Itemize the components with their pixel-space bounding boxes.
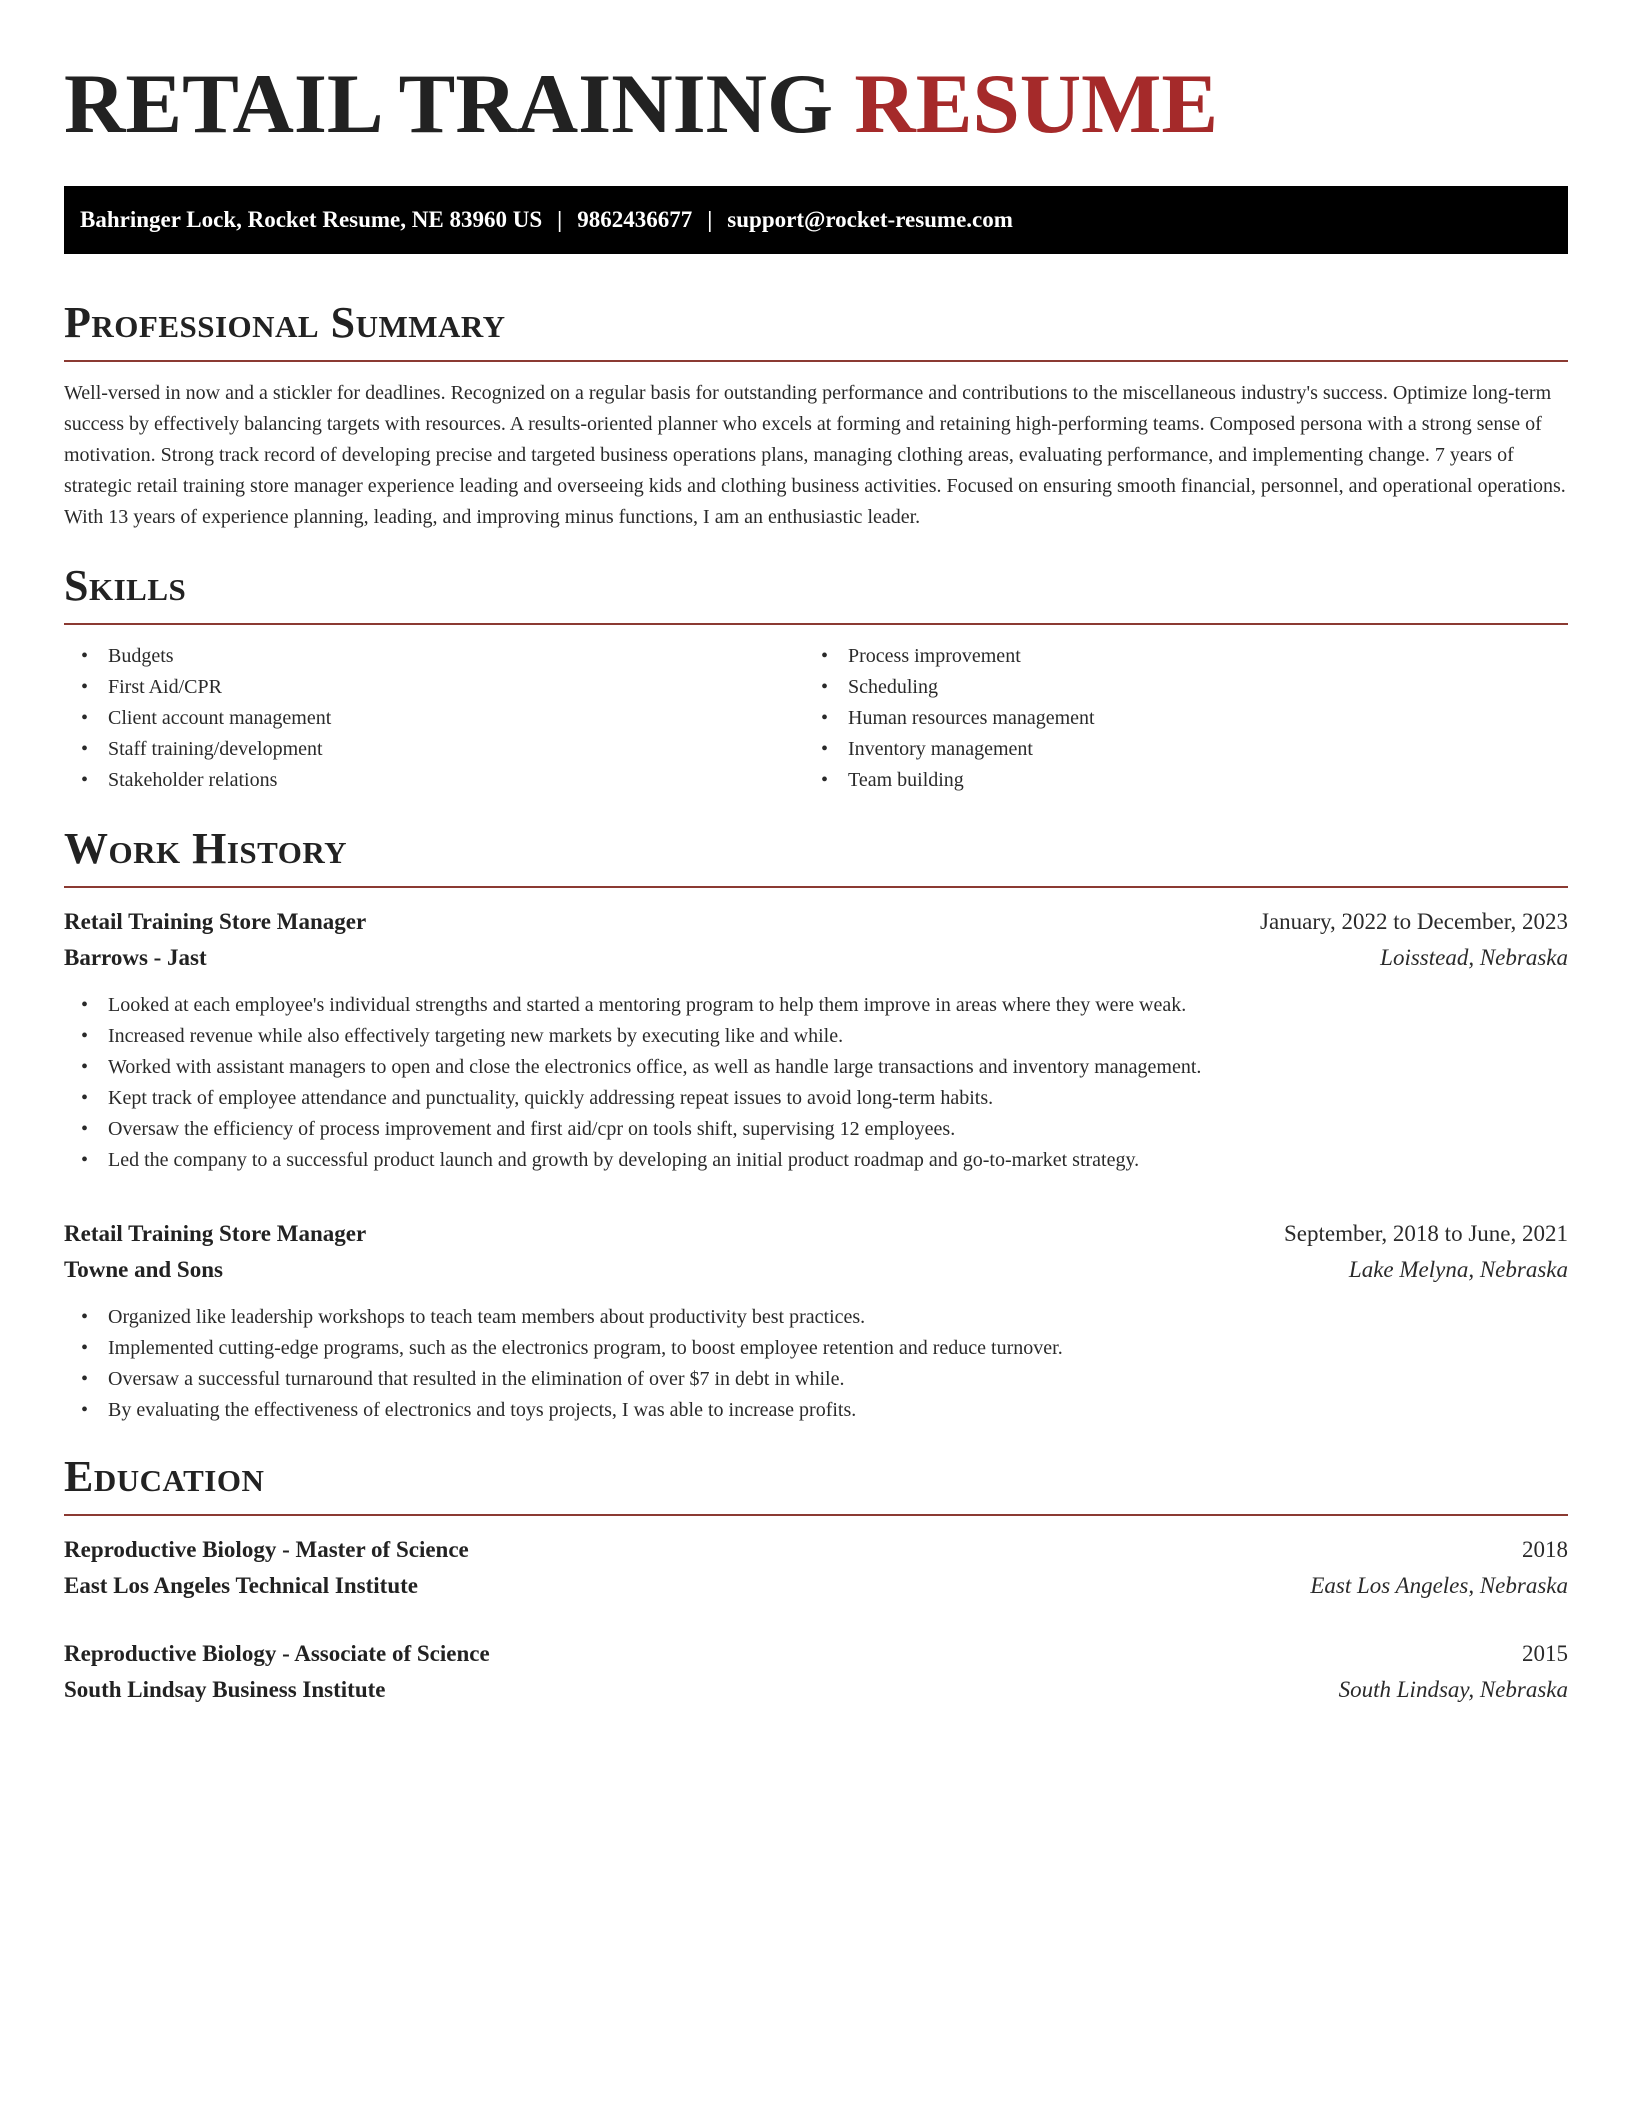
job-location: Loisstead, Nebraska: [1380, 945, 1568, 970]
job-bullet: • Looked at each employee's individual strengths and started a mentoring program to help them improve in areas where they were weak.: [64, 990, 1568, 1021]
education-entry: [64, 1636, 1568, 1708]
education-school: East Los Angeles Technical Institute: [64, 1573, 418, 1598]
work-history-section: [64, 824, 1568, 1426]
education-heading: Education: [64, 1452, 265, 1501]
contact-email: support@rocket-resume.com: [727, 207, 1013, 232]
skill-item: • Inventory management: [804, 734, 1544, 765]
contact-separator: |: [557, 207, 563, 232]
skill-item: • Client account management: [64, 703, 804, 734]
section-divider: [64, 886, 1568, 888]
job-company: Towne and Sons: [64, 1257, 223, 1282]
job-title: Retail Training Store Manager: [64, 909, 367, 934]
skill-item: • Staff training/development: [64, 734, 804, 765]
contact-phone: 9862436677: [577, 207, 693, 232]
job-location: Lake Melyna, Nebraska: [1348, 1257, 1568, 1282]
job-bullet: • Led the company to a successful product launch and growth by developing an initial product roadmap and go-to-market strategy.: [64, 1145, 1568, 1176]
job-bullet: • Oversaw the efficiency of process improvement and first aid/cpr on tools shift, supervising 12 employees.: [64, 1114, 1568, 1145]
skills-heading: Skills: [64, 561, 187, 610]
skill-item: • Human resources management: [804, 703, 1544, 734]
education-degree-row: [64, 1532, 1568, 1568]
job-title: Retail Training Store Manager: [64, 1221, 367, 1246]
education-year: 2015: [1522, 1641, 1568, 1666]
section-divider: [64, 1514, 1568, 1516]
education-section: [64, 1452, 1568, 1708]
summary-section: [64, 298, 1568, 533]
job-bullet: • Implemented cutting-edge programs, such as the electronics program, to boost employee retention and reduce turnover.: [64, 1333, 1568, 1364]
skill-item: • Stakeholder relations: [64, 765, 804, 796]
education-year: 2018: [1522, 1537, 1568, 1562]
job-dates: September, 2018 to June, 2021: [1284, 1221, 1568, 1246]
skills-grid: [64, 641, 1568, 796]
job-bullets: [64, 990, 1568, 1176]
education-degree: Reproductive Biology - Master of Science: [64, 1537, 469, 1562]
skill-item: • Team building: [804, 765, 1544, 796]
job-header-row: [64, 1216, 1568, 1252]
summary-text: Well-versed in now and a stickler for deadlines. Recognized on a regular basis for outstanding performance and contributions to the miscellaneous industry's success. Optimize long-term success by effectively balancing targets with resources. A results-oriented planner who excels at forming and retaining high-performing teams. Composed persona with a strong sense of motivation. Strong track record of developing precise and targeted business operations plans, managing clothing areas, evaluating performance, and implementing change. 7 years of strategic retail training store manager experience leading and overseeing kids and clothing business activities. Focused on ensuring smooth financial, personnel, and operational operations. With 13 years of experience planning, leading, and improving minus functions, I am an enthusiastic leader.: [64, 382, 1566, 528]
job-bullets: [64, 1302, 1568, 1426]
education-entry: [64, 1532, 1568, 1604]
job-entry: [64, 1216, 1568, 1426]
job-bullet: • By evaluating the effectiveness of electronics and toys projects, I was able to increase profits.: [64, 1395, 1568, 1426]
title-accent: RESUME: [854, 57, 1219, 151]
education-location: East Los Angeles, Nebraska: [1310, 1573, 1568, 1598]
work-history-heading: Work History: [64, 824, 348, 873]
education-location: South Lindsay, Nebraska: [1338, 1677, 1568, 1702]
skills-section: [64, 561, 1568, 796]
section-divider: [64, 623, 1568, 625]
title-main: RETAIL TRAINING: [64, 57, 834, 151]
skill-item: • First Aid/CPR: [64, 672, 804, 703]
job-bullet: • Increased revenue while also effectively targeting new markets by executing like and while.: [64, 1021, 1568, 1052]
education-school: South Lindsay Business Institute: [64, 1677, 386, 1702]
job-header-row: [64, 904, 1568, 940]
job-dates: January, 2022 to December, 2023: [1260, 909, 1568, 934]
contact-address: Bahringer Lock, Rocket Resume, NE 83960 US: [80, 207, 543, 232]
education-school-row: [64, 1672, 1568, 1708]
job-company: Barrows - Jast: [64, 945, 207, 970]
job-bullet: • Kept track of employee attendance and punctuality, quickly addressing repeat issues to avoid long-term habits.: [64, 1083, 1568, 1114]
summary-heading: Professional Summary: [64, 298, 506, 347]
job-bullet: • Oversaw a successful turnaround that resulted in the elimination of over $7 in debt in while.: [64, 1364, 1568, 1395]
skills-column-left: [64, 641, 804, 796]
job-bullet: • Worked with assistant managers to open and close the electronics office, as well as handle large transactions and inventory management.: [64, 1052, 1568, 1083]
section-divider: [64, 360, 1568, 362]
education-school-row: [64, 1568, 1568, 1604]
skill-item: • Process improvement: [804, 641, 1544, 672]
education-degree: Reproductive Biology - Associate of Science: [64, 1641, 490, 1666]
education-degree-row: [64, 1636, 1568, 1672]
skill-item: • Scheduling: [804, 672, 1544, 703]
resume-title: [64, 56, 1568, 152]
skill-item: • Budgets: [64, 641, 804, 672]
skills-column-right: [804, 641, 1544, 796]
contact-bar: [64, 186, 1568, 254]
job-company-row: [64, 1252, 1568, 1288]
contact-separator: |: [707, 207, 713, 232]
job-entry: [64, 904, 1568, 1176]
job-company-row: [64, 940, 1568, 976]
job-bullet: • Organized like leadership workshops to teach team members about productivity best practices.: [64, 1302, 1568, 1333]
